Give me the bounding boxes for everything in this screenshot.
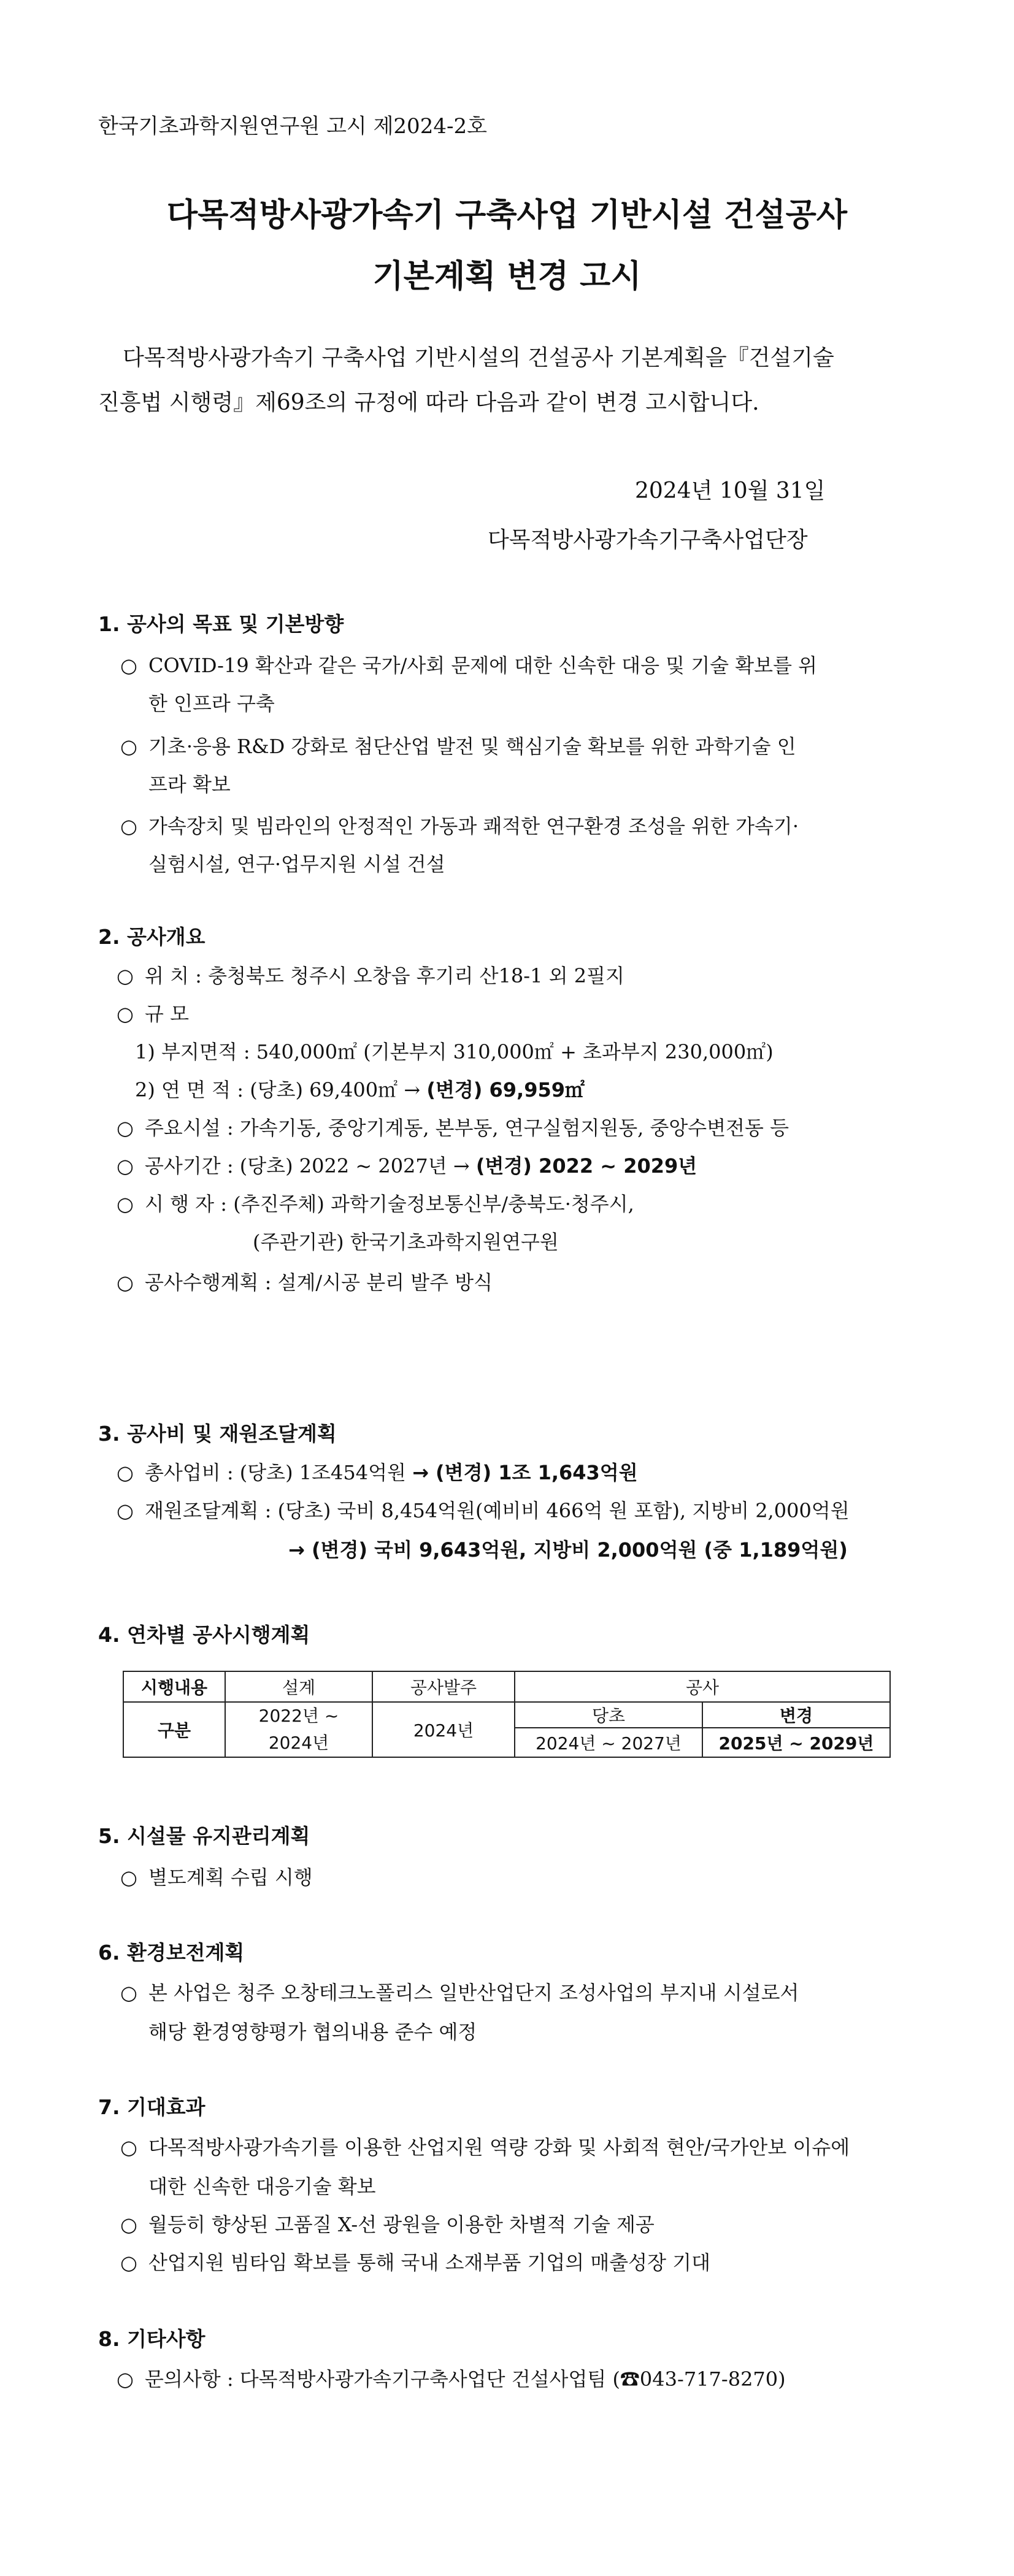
s1-item-3: ○ 가속장치 및 빔라인의 안정적인 가동과 쾌적한 연구환경 조성을 위한 가속기· xyxy=(120,815,799,838)
s2-floor-area: 2) 연 면 적 : (당초) 69,400㎡ → (변경) 69,959㎡ xyxy=(135,1078,585,1102)
s5-item: ○ 별도계획 수립 시행 xyxy=(120,1866,313,1889)
table-cell-order: 2024년 xyxy=(372,1702,515,1757)
section-3-heading: 3. 공사비 및 재원조달계획 xyxy=(98,1422,337,1446)
section-7-heading: 7. 기대효과 xyxy=(98,2095,205,2119)
s2-site-area: 1) 부지면적 : 540,000㎡ (기본부지 310,000㎡ + 초과부지 230,000㎡) xyxy=(135,1040,774,1064)
s3-funding-changed: → (변경) 국비 9,643억원, 지방비 2,000억원 (중 1,189억원) xyxy=(288,1538,848,1562)
table-cell-original-period: 2024년 ~ 2027년 xyxy=(515,1728,702,1757)
table-subheader-changed: 변경 xyxy=(702,1702,890,1728)
notice-signer: 다목적방사광가속기구축사업단장 xyxy=(488,527,808,553)
s1-item-2: ○ 기초·응용 R&D 강화로 첨단산업 발전 및 핵심기술 확보를 위한 과학기술 인 xyxy=(120,735,796,758)
table-subheader-original: 당초 xyxy=(515,1702,702,1728)
bullet-circle-icon: ○ xyxy=(120,735,137,758)
s3-total-cost: ○ 총사업비 : (당초) 1조454억원 → (변경) 1조 1,643억원 xyxy=(117,1461,638,1484)
bullet-circle-icon: ○ xyxy=(117,1461,134,1484)
intro-line1: 다목적방사광가속기 구축사업 기반시설의 건설공사 기본계획을『건설기술 xyxy=(123,345,834,370)
s1-item-1-cont: 한 인프라 구축 xyxy=(148,692,275,715)
table-header-construction: 공사 xyxy=(515,1671,890,1702)
s2-facilities: ○ 주요시설 : 가속기동, 중앙기계동, 본부동, 연구실험지원동, 중앙수변전동 등 xyxy=(117,1116,789,1140)
s2-executor-cont: (주관기관) 한국기초과학지원연구원 xyxy=(253,1230,559,1254)
bullet-circle-icon: ○ xyxy=(117,1002,134,1025)
notice-title-line1: 다목적방사광가속기 구축사업 기반시설 건설공사 xyxy=(166,197,848,234)
table-row-category: 구분 xyxy=(123,1702,225,1757)
schedule-table xyxy=(123,1671,891,1758)
bullet-circle-icon: ○ xyxy=(117,1271,134,1294)
section-6-heading: 6. 환경보전계획 xyxy=(98,1941,245,1965)
section-8-heading: 8. 기타사항 xyxy=(98,2327,205,2351)
intro-line2: 진흥법 시행령』제69조의 규정에 따라 다음과 같이 변경 고시합니다. xyxy=(98,390,759,415)
bullet-circle-icon: ○ xyxy=(120,2251,137,2274)
bullet-circle-icon: ○ xyxy=(117,2367,134,2391)
s2-period: ○ 공사기간 : (당초) 2022 ~ 2027년 → (변경) 2022 ~ 2029년 xyxy=(117,1154,697,1178)
bullet-circle-icon: ○ xyxy=(120,2213,137,2236)
table-cell-changed-period: 2025년 ~ 2029년 xyxy=(702,1728,890,1757)
s3-funding: ○ 재원조달계획 : (당초) 국비 8,454억원(예비비 466억 원 포함), 지방비 2,000억원 xyxy=(117,1499,850,1522)
s7-item-2: ○ 월등히 향상된 고품질 X-선 광원을 이용한 차별적 기술 제공 xyxy=(120,2213,655,2236)
bullet-circle-icon: ○ xyxy=(120,2136,137,2159)
s6-item: ○ 본 사업은 청주 오창테크노폴리스 일반산업단지 조성사업의 부지내 시설로서 xyxy=(120,1981,799,2004)
bullet-circle-icon: ○ xyxy=(120,654,137,677)
s1-item-3-cont: 실험시설, 연구·업무지원 시설 건설 xyxy=(148,853,445,876)
s2-executor: ○ 시 행 자 : (추진주체) 과학기술정보통신부/충북도·청주시, xyxy=(117,1192,634,1216)
s2-scale: ○ 규 모 xyxy=(117,1002,189,1025)
s2-method: ○ 공사수행계획 : 설계/시공 분리 발주 방식 xyxy=(117,1271,493,1294)
s1-item-1: ○ COVID-19 확산과 같은 국가/사회 문제에 대한 신속한 대응 및 기술 확보를 위 xyxy=(120,654,818,677)
bullet-circle-icon: ○ xyxy=(117,1116,134,1140)
notice-title-line2: 기본계획 변경 고시 xyxy=(372,258,642,295)
notice-date: 2024년 10월 31일 xyxy=(635,478,826,504)
s1-item-2-cont: 프라 확보 xyxy=(148,773,231,796)
s8-contact: ○ 문의사항 : 다목적방사광가속기구축사업단 건설사업팀 (☎043-717-8270) xyxy=(117,2367,786,2391)
bullet-circle-icon: ○ xyxy=(117,1499,134,1522)
notice-number: 한국기초과학지원연구원 고시 제2024-2호 xyxy=(98,114,487,139)
s6-item-cont: 해당 환경영향평가 협의내용 준수 예정 xyxy=(148,2020,477,2044)
bullet-circle-icon: ○ xyxy=(120,1981,137,2004)
s7-item-1: ○ 다목적방사광가속기를 이용한 산업지원 역량 강화 및 사회적 현안/국가안보 이슈에 xyxy=(120,2136,850,2159)
bullet-circle-icon: ○ xyxy=(117,1192,134,1216)
s2-location: ○ 위 치 : 충청북도 청주시 오창읍 후기리 산18-1 외 2필지 xyxy=(117,964,624,987)
section-2-heading: 2. 공사개요 xyxy=(98,925,205,949)
table-cell-design: 2022년 ~ 2024년 xyxy=(225,1702,372,1757)
table-header-order: 공사발주 xyxy=(372,1671,515,1702)
bullet-circle-icon: ○ xyxy=(120,815,137,838)
section-5-heading: 5. 시설물 유지관리계획 xyxy=(98,1824,310,1848)
s7-item-3: ○ 산업지원 빔타임 확보를 통해 국내 소재부품 기업의 매출성장 기대 xyxy=(120,2251,711,2274)
s7-item-1-cont: 대한 신속한 대응기술 확보 xyxy=(148,2175,376,2198)
section-1-heading: 1. 공사의 목표 및 기본방향 xyxy=(98,612,344,636)
bullet-circle-icon: ○ xyxy=(117,964,134,987)
bullet-circle-icon: ○ xyxy=(117,1154,134,1178)
section-4-heading: 4. 연차별 공사시행계획 xyxy=(98,1623,310,1647)
table-header-design: 설계 xyxy=(225,1671,372,1702)
table-header-content: 시행내용 xyxy=(123,1671,225,1702)
bullet-circle-icon: ○ xyxy=(120,1866,137,1889)
